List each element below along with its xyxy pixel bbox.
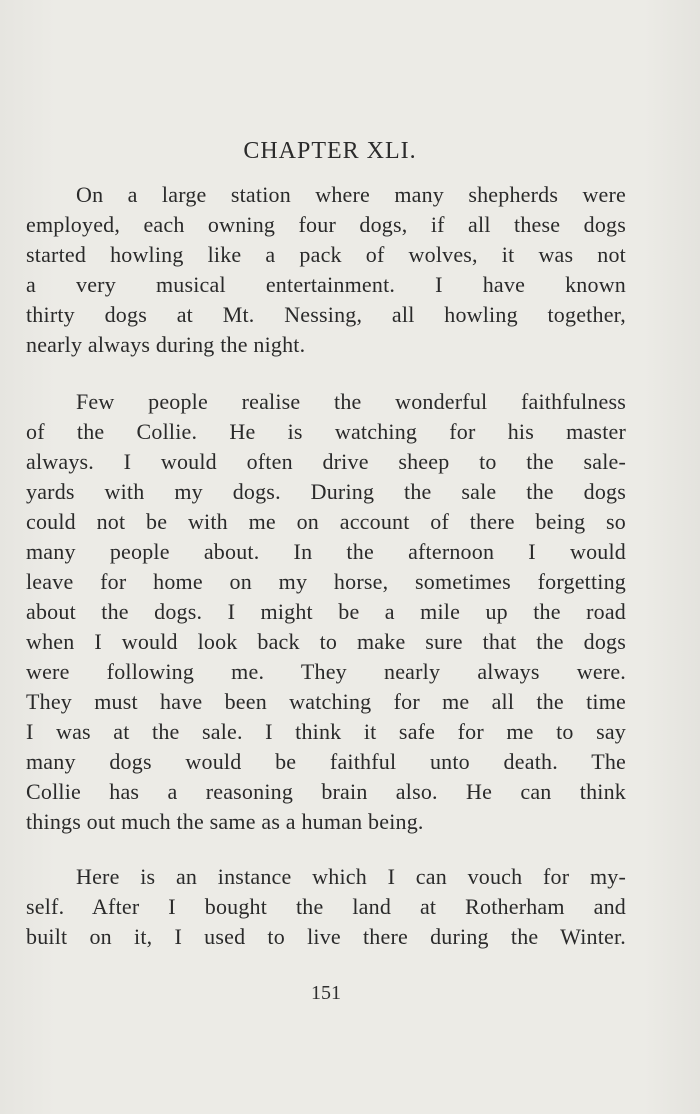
chapter-title: CHAPTER XLI. bbox=[243, 138, 417, 164]
text-line: yards with my dogs. During the sale the dogs bbox=[26, 479, 626, 504]
text-line: were following me. They nearly always were. bbox=[26, 659, 626, 684]
text-line: They must have been watching for me all the time bbox=[26, 689, 626, 714]
text-line: a very musical entertainment. I have known bbox=[26, 272, 626, 297]
paragraph-3 bbox=[26, 862, 626, 952]
text-line: many dogs would be faithful unto death. The bbox=[26, 749, 626, 774]
text-line: On a large station where many shepherds were bbox=[76, 182, 626, 207]
text-line: Here is an instance which I can vouch for my- bbox=[76, 864, 626, 889]
text-line: built on it, I used to live there during the Winter. bbox=[26, 924, 626, 949]
text-line: of the Collie. He is watching for his master bbox=[26, 419, 626, 444]
paragraph-2 bbox=[26, 387, 626, 837]
text-line: started howling like a pack of wolves, it was not bbox=[26, 242, 626, 267]
text-line: employed, each owning four dogs, if all these dogs bbox=[26, 212, 626, 237]
page-number: 151 bbox=[311, 982, 341, 1004]
text-line: always. I would often drive sheep to the sale- bbox=[26, 449, 626, 474]
text-line: leave for home on my horse, sometimes forgetting bbox=[26, 569, 626, 594]
text-line: thirty dogs at Mt. Nessing, all howling together, bbox=[26, 302, 626, 327]
text-line: Collie has a reasoning brain also. He can think bbox=[26, 779, 626, 804]
text-line: could not be with me on account of there being so bbox=[26, 509, 626, 534]
text-line: things out much the same as a human being. bbox=[26, 809, 424, 834]
text-line: nearly always during the night. bbox=[26, 332, 306, 357]
text-line: when I would look back to make sure that the dogs bbox=[26, 629, 626, 654]
text-line: self. After I bought the land at Rotherham and bbox=[26, 894, 626, 919]
text-line: about the dogs. I might be a mile up the road bbox=[26, 599, 626, 624]
text-line: many people about. In the afternoon I would bbox=[26, 539, 626, 564]
text-line: I was at the sale. I think it safe for me to say bbox=[26, 719, 626, 744]
text-line: Few people realise the wonderful faithfulness bbox=[76, 389, 626, 414]
paragraph-1 bbox=[26, 180, 626, 360]
